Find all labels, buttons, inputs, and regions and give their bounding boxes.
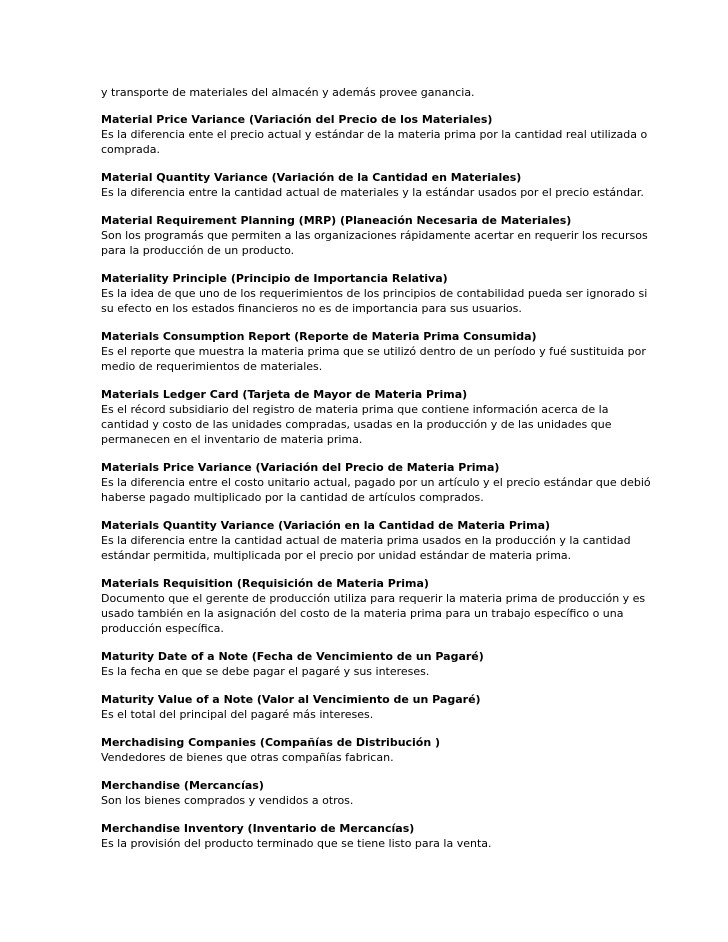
definition-line: Documento que el gerente de producción utiliza para requerir la materia prima de producción y es	[101, 592, 646, 605]
definition-line: Es la diferencia entre la cantidad actual de materiales y la estándar usados por el precio estándar.	[101, 186, 644, 199]
glossary-term: Material Requirement Planning (MRP) (Planeación Necesaria de Materiales)	[101, 214, 572, 227]
definition-line: Vendedores de bienes que otras compañías fabrican.	[101, 751, 394, 764]
glossary-entry	[101, 387, 641, 447]
glossary-term: Material Price Variance (Variación del Precio de los Materiales)	[101, 113, 493, 126]
glossary-entry	[101, 329, 646, 374]
glossary-definition	[101, 750, 641, 765]
glossary-entry	[101, 170, 644, 200]
definition-line: Es la provisión del producto terminado que se tiene listo para la venta.	[101, 837, 492, 850]
glossary-term: Materials Quantity Variance (Variación en la Cantidad de Materia Prima)	[101, 519, 551, 532]
glossary-definition	[101, 127, 648, 157]
glossary-term: Merchandise Inventory (Inventario de Mercancías)	[101, 822, 415, 835]
glossary-definition	[101, 344, 646, 374]
definition-line: usado también en la asignación del costo de la materia prima para un trabajo específico o una	[101, 607, 624, 620]
glossary-definition	[101, 591, 646, 636]
glossary-entry	[101, 735, 641, 765]
glossary-term: Material Quantity Variance (Variación de la Cantidad en Materiales)	[101, 171, 522, 184]
glossary-definition	[101, 793, 641, 808]
glossary-entry	[101, 518, 641, 563]
definition-line: Es la diferencia entre la cantidad actual de materia prima usados en la producción y la cantidad	[101, 534, 631, 547]
definition-line: para la producción de un producto.	[101, 244, 295, 257]
glossary-entry	[101, 112, 648, 157]
glossary-definition	[101, 836, 641, 851]
document-page	[101, 85, 651, 864]
definition-line: Es la idea de que uno de los requerimientos de los principios de contabilidad pueda ser ignorado si	[101, 287, 648, 300]
glossary-entry	[101, 460, 651, 505]
glossary-entry	[101, 778, 641, 808]
definition-line: cantidad y costo de las unidades compradas, usadas en la producción y de las unidades que	[101, 418, 612, 431]
definition-line: Es la fecha en que se debe pagar el pagaré y sus intereses.	[101, 665, 430, 678]
glossary-term: Materials Requisition (Requisición de Materia Prima)	[101, 577, 429, 590]
glossary-entry	[101, 692, 641, 722]
definition-line: Es la diferencia ente el precio actual y estándar de la materia prima por la cantidad real utilizada o	[101, 128, 648, 141]
glossary-entry	[101, 271, 648, 316]
glossary-entry	[101, 576, 646, 636]
definition-line: producción específica.	[101, 622, 224, 635]
definition-line: haberse pagado multiplicado por la cantidad de artículos comprados.	[101, 491, 484, 504]
glossary-definition	[101, 185, 644, 200]
glossary-term: Merchandise (Mercancías)	[101, 779, 264, 792]
glossary-definition	[101, 402, 641, 447]
definition-line: Es el récord subsidiario del registro de materia prima que contiene información acerca de la	[101, 403, 609, 416]
definition-line: Es el reporte que muestra la materia prima que se utilizó dentro de un período y fué sustituida por	[101, 345, 646, 358]
intro-text: y transporte de materiales del almacén y además provee ganancia.	[101, 86, 475, 99]
glossary-entry	[101, 213, 648, 258]
glossary-term: Materials Consumption Report (Reporte de Materia Prima Consumida)	[101, 330, 537, 343]
glossary-definition	[101, 707, 641, 722]
glossary-term: Merchadising Companies (Compañías de Distribución )	[101, 736, 441, 749]
definition-line: comprada.	[101, 143, 160, 156]
definition-line: medio de requerimientos de materiales.	[101, 360, 323, 373]
glossary-definition	[101, 664, 641, 679]
definition-line: su efecto en los estados financieros no es de importancia para sus usuarios.	[101, 302, 522, 315]
glossary-definition	[101, 475, 651, 505]
glossary-definition	[101, 286, 648, 316]
glossary-entry	[101, 821, 641, 851]
definition-line: permanecen en el inventario de materia prima.	[101, 433, 363, 446]
definition-line: Son los programás que permiten a las organizaciones rápidamente acertar en requerir los recursos	[101, 229, 648, 242]
definition-line: Es el total del principal del pagaré más intereses.	[101, 708, 374, 721]
definition-line: estándar permitida, multiplicada por el precio por unidad estándar de materia prima.	[101, 549, 572, 562]
glossary-definition	[101, 533, 641, 563]
glossary-definition	[101, 228, 648, 258]
glossary-term: Materiality Principle (Principio de Importancia Relativa)	[101, 272, 448, 285]
glossary-term: Maturity Date of a Note (Fecha de Vencimiento de un Pagaré)	[101, 650, 484, 663]
glossary-term: Materials Price Variance (Variación del Precio de Materia Prima)	[101, 461, 500, 474]
glossary-list	[101, 112, 651, 851]
definition-line: Son los bienes comprados y vendidos a otros.	[101, 794, 354, 807]
glossary-term: Materials Ledger Card (Tarjeta de Mayor de Materia Prima)	[101, 388, 468, 401]
glossary-term: Maturity Value of a Note (Valor al Vencimiento de un Pagaré)	[101, 693, 481, 706]
definition-line: Es la diferencia entre el costo unitario actual, pagado por un artículo y el precio estándar que debió	[101, 476, 651, 489]
glossary-entry	[101, 649, 641, 679]
